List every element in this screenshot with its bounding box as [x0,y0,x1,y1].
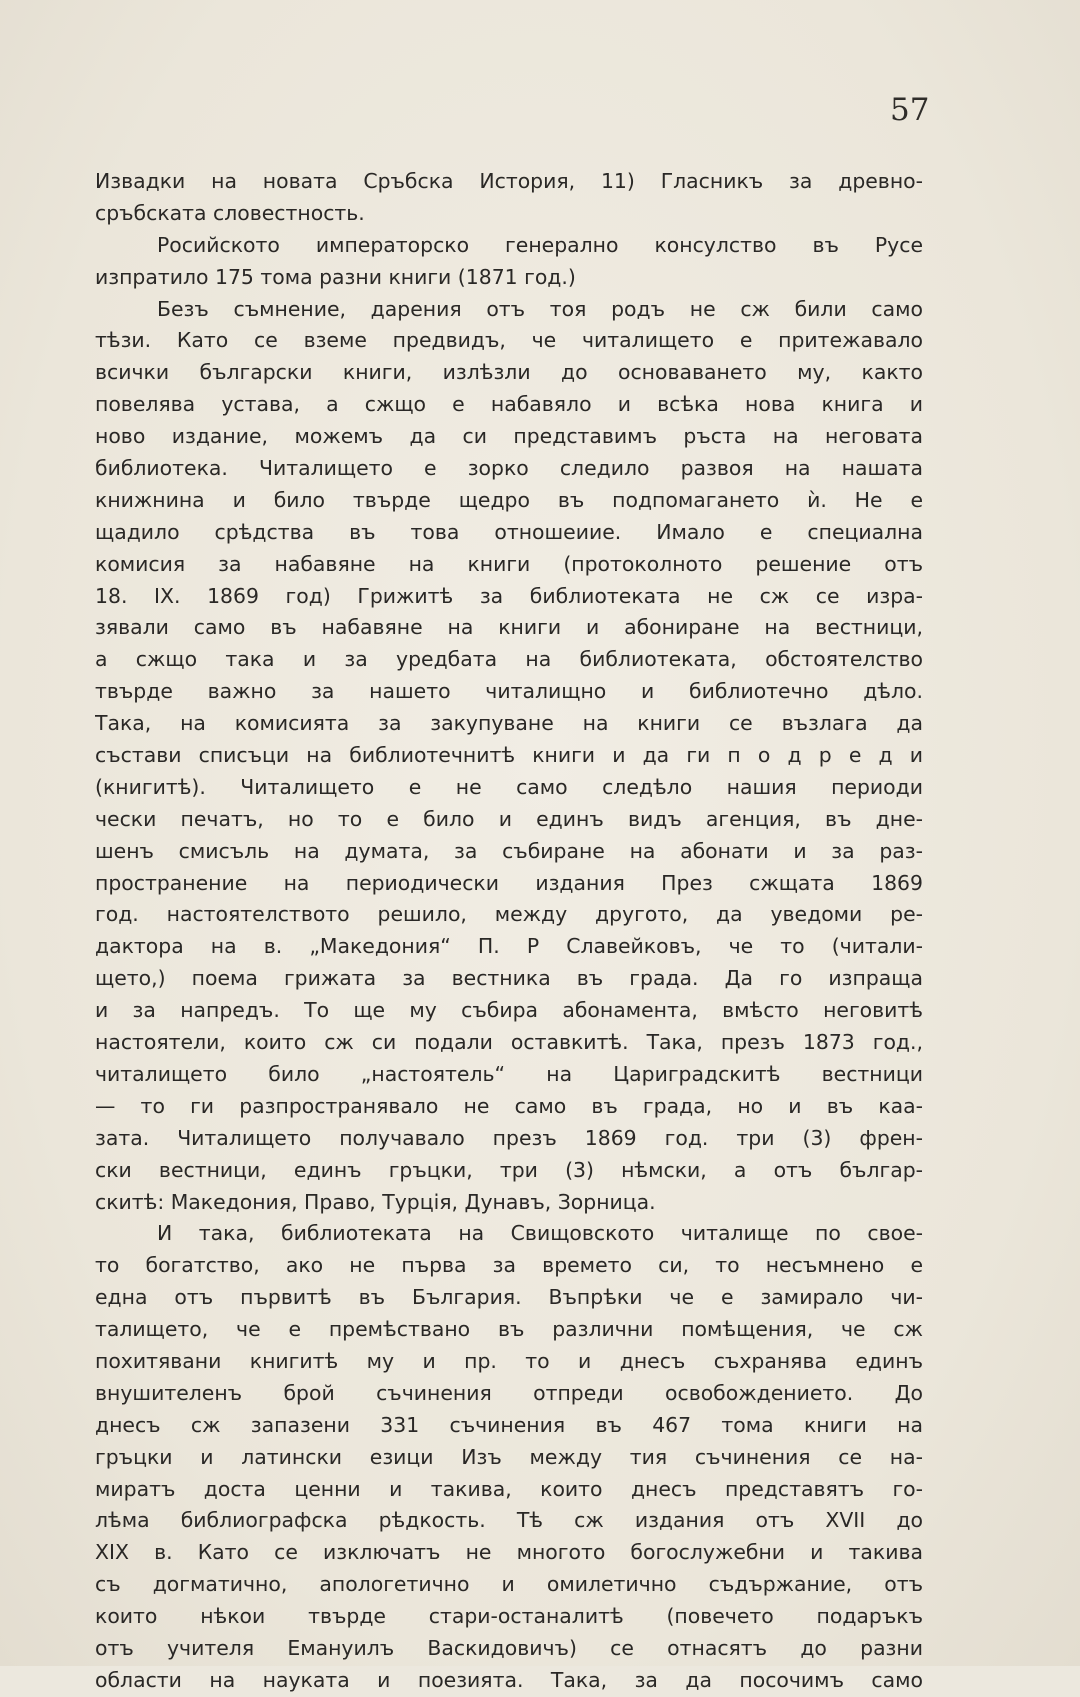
body-text [95,166,923,1697]
text-line: настоятели, които сж си подали оставкитѣ. Така, презъ 1873 год., [95,1030,923,1055]
text-line: съ догматично, апологетично и омилетично съдържание, отъ [95,1572,923,1597]
text-line: сръбската словестность. [95,200,365,225]
text-line: 18. IX. 1869 год) Грижитѣ за библиотеката не сж се изра- [95,583,923,608]
text-line: ски вестници, единъ гръцки, три (3) нѣмски, а отъ българ- [95,1157,923,1182]
text-line: тѣзи. Като се вземе предвидъ, че читалището е притежавало [95,328,923,353]
text-line: И така, библиотеката на Свищовското читалище по свое- [157,1221,923,1246]
text-line: (книгитѣ). Читалището е не само следѣло нашия периоди [95,774,923,799]
text-line: чески печатъ, но то е било и единъ видъ агенция, въ дне- [95,806,923,831]
text-line: и за напредъ. То ще му събира абонамента, вмѣсто неговитѣ [95,998,923,1023]
text-line: миратъ доста ценни и такива, които днесъ представятъ го- [95,1476,923,1501]
text-line: които нѣкои твърде стари-останалитѣ (повечето подаръкъ [95,1604,923,1629]
text-line: скитѣ: Македония, Право, Турція, Дунавъ, Зорница. [95,1189,656,1214]
text-line: области на науката и поезията. Така, за да посочимъ само [95,1667,923,1692]
text-line: XIX в. Като се изключатъ не многото богослужебни и такива [95,1540,923,1565]
text-line: щадило срѣдства въ това отношеиие. Имало е специална [95,519,923,544]
text-line: книжнина и било твърде щедро въ подпомагането ѝ. Не е [95,487,923,512]
text-line: Така, на комисията за закупуване на книги се възлага да [95,711,923,736]
text-line: год. настоятелството решило, между другото, да уведоми ре- [95,902,923,927]
text-line: дактора на в. „Македония“ П. Р Славейковъ, че то (читали- [95,934,923,959]
text-line: библиотека. Читалището е зорко следило развоя на нашата [95,456,923,481]
text-line: една отъ първитѣ въ България. Въпрѣки че е замирало чи- [95,1285,923,1310]
text-line: — то ги разпространявало не само въ града, но и въ каа- [95,1093,923,1118]
text-line: ново издание, можемъ да си представимъ ръста на неговата [95,424,923,449]
text-line: изпратило 175 тома разни книги (1871 год.) [95,264,576,289]
text-line: всички български книги, излѣзли до основаването му, както [95,360,923,385]
text-line: комисия за набавяне на книги (протоколното решение отъ [95,551,923,576]
text-line: днесъ сж запазени 331 съчинения въ 467 тома книги на [95,1412,923,1437]
text-line: гръцки и латински езици Изъ между тия съчинения се на- [95,1444,923,1469]
text-line: Извадки на новата Сръбска История, 11) Гласникъ за древно- [95,169,923,193]
text-line: то богатство, ако не първа за времето си, то несъмнено е [95,1253,923,1278]
text-line: похитявани книгитѣ му и пр. то и днесъ съхранява единъ [95,1348,923,1373]
text-line: твърде важно за нашето читалищно и библиотечно дѣло. [95,679,923,704]
text-line: зата. Читалището получавало презъ 1869 год. три (3) френ- [95,1125,923,1150]
text-line: повелява устава, а сжщо е набавяло и всѣка нова книга и [95,392,923,417]
text-line: състави списъци на библиотечнитѣ книги и да ги п о д р е д и [95,743,923,768]
text-line: внушителенъ брой съчинения отпреди освобождението. До [95,1380,923,1405]
text-line: Безъ съмнение, дарения отъ тоя родъ не сж били само [157,296,923,321]
text-line: Росийското императорско генерално консулство въ Русе [157,232,923,257]
text-line: читалището било „настоятель“ на Цариградскитѣ вестници [95,1061,923,1086]
text-line: пространение на периодически издания През сжщата 1869 [95,870,923,895]
text-line: лѣма библиографска рѣдкость. Тѣ сж издания отъ XVII до [95,1508,923,1533]
text-line: шенъ смисъль на думата, за събиране на абонати и за раз- [95,838,923,863]
page-number: 57 [890,92,930,128]
text-line: щето,) поема грижата за вестника въ града. Да го изпраща [95,966,923,991]
text-line: зявали само въ набавяне на книги и абониране на вестници, [95,615,923,640]
text-line: отъ учителя Емануилъ Васкидовичъ) се отнасятъ до разни [95,1635,923,1660]
text-line: талището, че е премѣствано въ различни помѣщения, че сж [95,1317,923,1342]
text-line: а сжщо така и за уредбата на библиотеката, обстоятелство [95,647,923,672]
